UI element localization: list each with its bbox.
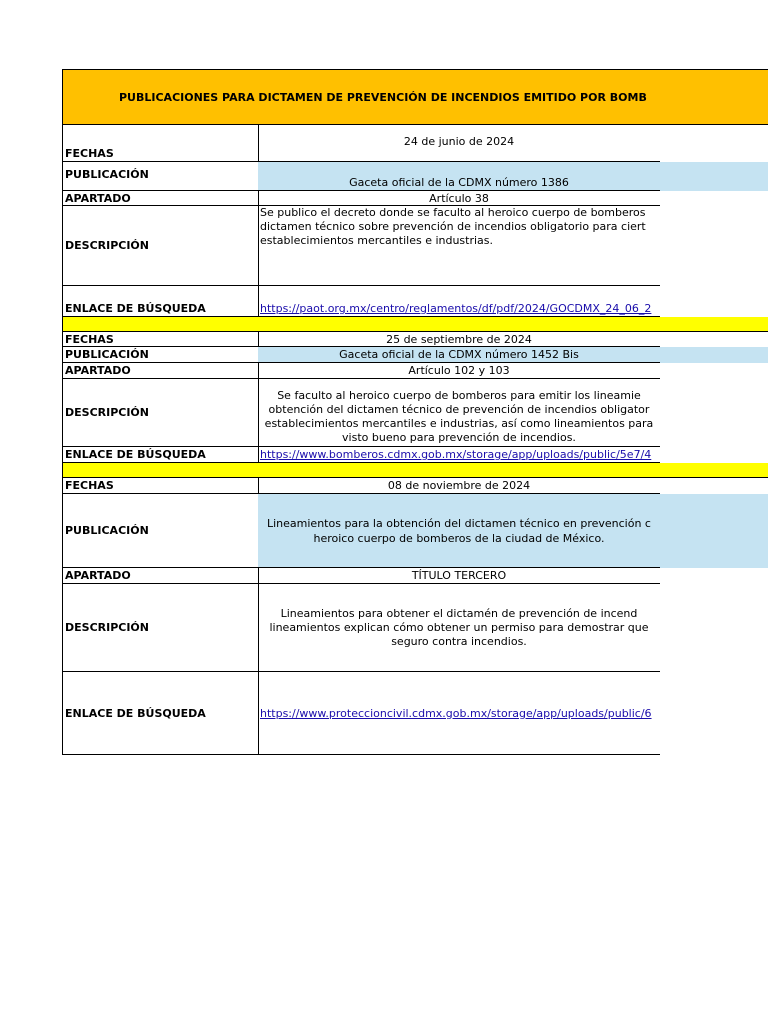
- descripcion-line: Se faculto al heroico cuerpo de bomberos para emitir los lineamie: [277, 389, 641, 402]
- descripcion-value: [258, 206, 660, 286]
- label-descripcion: DESCRIPCIÓN: [62, 379, 259, 447]
- descripcion-line: dictamen técnico sobre prevención de incendios obligatorio para ciert: [260, 220, 646, 233]
- label-enlace: ENLACE DE BÚSQUEDA: [62, 447, 259, 463]
- descripcion-line: establecimientos mercantiles e industrias.: [260, 234, 494, 247]
- publicacion-fill: [660, 162, 768, 191]
- fechas-value: 25 de septiembre de 2024: [258, 332, 660, 347]
- label-fechas: FECHAS: [62, 125, 259, 162]
- enlace-link[interactable]: https://paot.org.mx/centro/reglamentos/df/pdf/2024/GOCDMX_24_06_2: [260, 302, 652, 315]
- enlace-cell: [258, 447, 660, 463]
- label-publicacion: PUBLICACIÓN: [62, 347, 259, 363]
- publicacion-fill: [660, 494, 768, 568]
- descripcion-value: [258, 584, 660, 672]
- separator-row: [62, 463, 768, 478]
- label-enlace: ENLACE DE BÚSQUEDA: [62, 286, 259, 317]
- publicacion-line: Lineamientos para la obtención del dictamen técnico en prevención c: [267, 516, 651, 530]
- apartado-value: Artículo 38: [258, 191, 660, 206]
- label-publicacion: PUBLICACIÓN: [62, 494, 259, 568]
- fechas-value: 24 de junio de 2024: [258, 125, 660, 162]
- descripcion-line: seguro contra incendios.: [391, 634, 527, 648]
- label-descripcion: DESCRIPCIÓN: [62, 206, 259, 286]
- publicacion-fill: [660, 347, 768, 363]
- descripcion-line: visto bueno para prevención de incendios.: [342, 431, 576, 444]
- descripcion-value: [258, 379, 660, 447]
- separator-row: [62, 317, 768, 332]
- label-enlace: ENLACE DE BÚSQUEDA: [62, 672, 259, 755]
- enlace-link[interactable]: https://www.proteccioncivil.cdmx.gob.mx/storage/app/uploads/public/6: [260, 706, 652, 720]
- label-fechas: FECHAS: [62, 332, 259, 347]
- fechas-value: 08 de noviembre de 2024: [258, 478, 660, 494]
- enlace-cell: [258, 286, 660, 317]
- descripcion-line: obtención del dictamen técnico de prevención de incendios obligator: [268, 403, 650, 416]
- descripcion-line: Se publico el decreto donde se faculto al heroico cuerpo de bomberos: [260, 206, 646, 219]
- publicacion-value: [258, 494, 660, 568]
- label-apartado: APARTADO: [62, 363, 259, 379]
- page-title: PUBLICACIONES PARA DICTAMEN DE PREVENCIÓN DE INCENDIOS EMITIDO POR BOMB: [62, 69, 768, 125]
- label-fechas: FECHAS: [62, 478, 259, 494]
- label-apartado: APARTADO: [62, 191, 259, 206]
- publicacion-value: Gaceta oficial de la CDMX número 1386: [258, 162, 660, 191]
- enlace-link[interactable]: https://www.bomberos.cdmx.gob.mx/storage/app/uploads/public/5e7/4: [260, 448, 652, 461]
- apartado-value: Artículo 102 y 103: [258, 363, 660, 379]
- descripcion-line: lineamientos explican cómo obtener un permiso para demostrar que: [269, 620, 649, 634]
- descripcion-line: establecimientos mercantiles e industrias, así como lineamientos para: [264, 417, 654, 430]
- publicacion-value: Gaceta oficial de la CDMX número 1452 Bis: [258, 347, 660, 363]
- enlace-cell: [258, 672, 660, 755]
- label-descripcion: DESCRIPCIÓN: [62, 584, 259, 672]
- publicacion-line: heroico cuerpo de bomberos de la ciudad de México.: [313, 531, 605, 545]
- apartado-value: TÍTULO TERCERO: [258, 568, 660, 584]
- label-apartado: APARTADO: [62, 568, 259, 584]
- label-publicacion: PUBLICACIÓN: [62, 162, 259, 191]
- descripcion-line: Lineamientos para obtener el dictamén de prevención de incend: [280, 606, 638, 620]
